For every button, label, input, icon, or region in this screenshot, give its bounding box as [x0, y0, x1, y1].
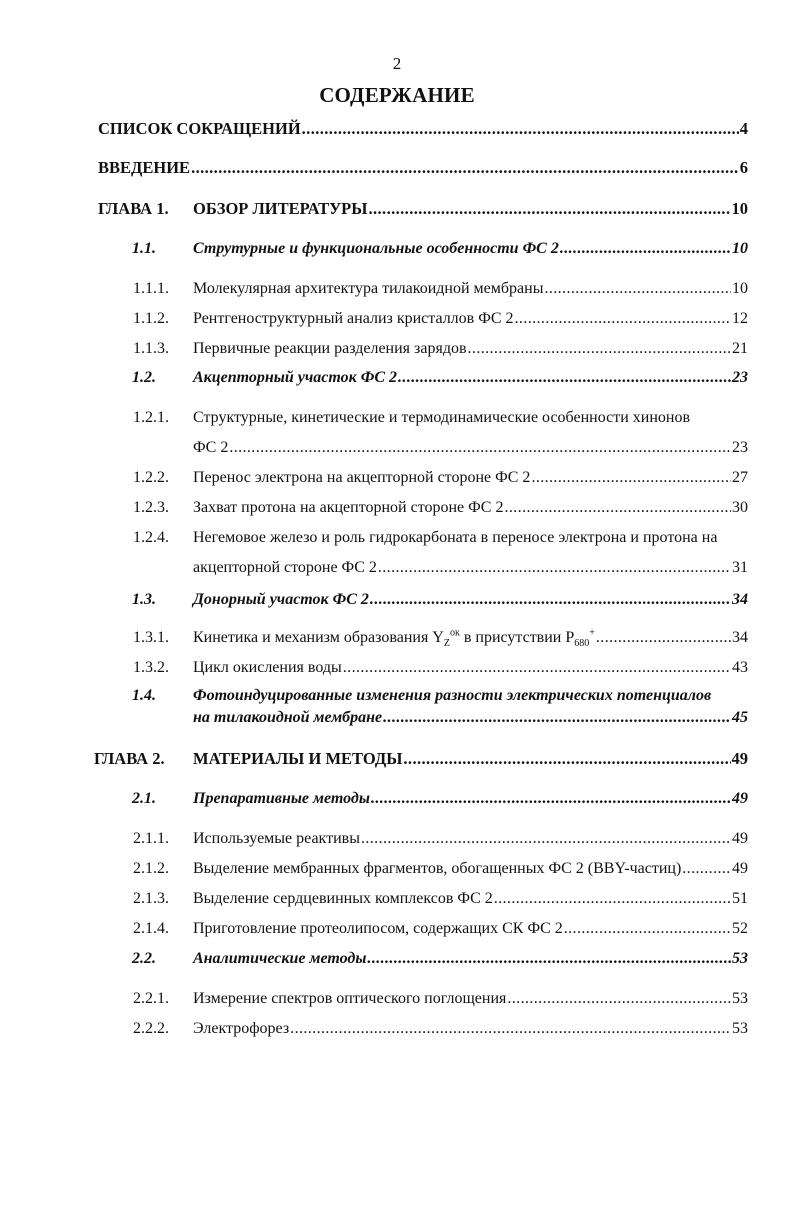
toc-page-number: 10	[732, 280, 748, 297]
toc-entry-number: 1.4.	[132, 687, 156, 704]
leader-dots	[367, 949, 731, 969]
toc-entry-number: 1.1.	[132, 240, 156, 257]
toc-page-number: 23	[732, 439, 748, 456]
toc-page-number: 49	[732, 790, 748, 807]
toc-page-number: 4	[739, 119, 748, 138]
leader-dots	[494, 889, 731, 909]
leader-dots	[504, 498, 731, 518]
leader-dots	[378, 558, 731, 578]
toc-entry-number: 2.1.4.	[133, 920, 169, 937]
toc-entry-label: Первичные реакции разделения зарядов	[193, 340, 467, 357]
toc-page-number: 10	[731, 199, 748, 218]
toc-entry-label: Акцепторный участок ФС 2	[193, 369, 398, 386]
toc-page-number: 51	[732, 890, 748, 907]
toc-entry-number: 2.1.	[132, 790, 156, 807]
toc-entry-label: Молекулярная архитектура тилакоидной мембраны	[193, 280, 544, 297]
leader-dots	[302, 119, 739, 139]
toc-page-number: 31	[732, 559, 748, 576]
toc-page-number: 21	[732, 340, 748, 357]
toc-entry-label: Выделение сердцевинных комплексов ФС 2	[193, 890, 493, 907]
toc-entry-number: 1.3.1.	[133, 629, 169, 646]
toc-page-number: 30	[732, 499, 748, 516]
toc-entry-label-line1: Фотоиндуцированные изменения разности электрических потенциалов	[193, 687, 712, 704]
toc-entry-label: акцепторной стороне ФС 2	[193, 559, 377, 576]
toc-entry-label: МАТЕРИАЛЫ И МЕТОДЫ	[193, 749, 403, 768]
toc-entry-number: 2.1.3.	[133, 890, 169, 907]
toc-entry-label: Цикл окисления воды	[193, 659, 342, 676]
toc-entry-label: ОБЗОР ЛИТЕРАТУРЫ	[193, 199, 368, 218]
toc-entry-number: ГЛАВА 1.	[98, 199, 169, 218]
toc-page-number: 53	[732, 990, 748, 1007]
toc-entry-number: 1.1.1.	[133, 280, 169, 297]
toc-entry-label: Препаративные методы	[193, 790, 370, 807]
page-title: СОДЕРЖАНИЕ	[319, 83, 475, 107]
toc-entry-label: ФС 2	[193, 439, 229, 456]
toc-entry-label: Перенос электрона на акцепторной стороне ФС 2	[193, 469, 531, 486]
leader-dots	[560, 239, 731, 259]
leader-dots	[371, 789, 731, 809]
toc-entry-label: ВВЕДЕНИЕ	[98, 158, 191, 177]
leader-dots	[370, 590, 731, 610]
toc-entry-label: Донорный участок ФС 2	[193, 591, 369, 608]
toc-page-number: 43	[732, 659, 748, 676]
toc-entry-number: 1.2.3.	[133, 499, 169, 516]
toc-page-number: 49	[731, 749, 748, 768]
toc-entry-label: СПИСОК СОКРАЩЕНИЙ	[98, 119, 301, 138]
toc-entry-number: 2.2.2.	[133, 1020, 169, 1037]
leader-dots	[403, 749, 730, 769]
subscript-680: 680	[574, 638, 590, 650]
toc-page-number: 34	[732, 591, 748, 608]
toc-entry-label: Измерение спектров оптического поглощения	[193, 990, 507, 1007]
toc-entry-label: Струтурные и функциональные особенности ФС 2	[193, 240, 559, 257]
leader-dots	[544, 279, 731, 299]
toc-entry-number: 2.2.1.	[133, 990, 169, 1007]
leader-dots	[361, 829, 731, 849]
leader-dots	[229, 438, 731, 458]
leader-dots	[398, 368, 731, 388]
toc-entry-label-line1: Негемовое железо и роль гидрокарбоната в переносе электрона и протона на	[193, 529, 718, 546]
leader-dots	[531, 468, 731, 488]
leader-dots	[368, 199, 730, 219]
toc-page-number: 12	[732, 310, 748, 327]
leader-dots	[468, 339, 731, 359]
toc-entry-label: Аналитические методы	[193, 950, 367, 967]
toc-entry-number: ГЛАВА 2.	[94, 749, 165, 768]
toc-page-number: 49	[732, 860, 748, 877]
leader-dots	[682, 859, 731, 879]
leader-dots	[507, 989, 731, 1009]
toc-entry-1-4[interactable]	[0, 686, 794, 730]
label-part: в присутствии P	[459, 629, 575, 646]
toc-entry-label: Электрофорез	[193, 1020, 290, 1037]
toc-entry-number: 1.2.4.	[133, 529, 169, 546]
toc-entry-number: 1.1.3.	[133, 340, 169, 357]
toc-entry-label: на тилакоидной мембране	[193, 709, 383, 726]
toc-entry-number: 1.1.2.	[133, 310, 169, 327]
toc-page-number: 6	[739, 158, 748, 177]
leader-dots	[290, 1019, 731, 1039]
toc-entry-1-2-4[interactable]	[0, 528, 794, 578]
toc-entry-label	[193, 628, 595, 648]
toc-entry-label: Захват протона на акцепторной стороне ФС 2	[193, 499, 504, 516]
toc-entry-number: 2.2.	[132, 950, 156, 967]
toc-page-number: 23	[732, 369, 748, 386]
page-number: 2	[392, 54, 402, 73]
toc-entry-label: Рентгеноструктурный анализ кристаллов ФС 2	[193, 310, 514, 327]
leader-dots	[596, 628, 731, 648]
toc-page-number: 45	[732, 709, 748, 726]
toc-page-number: 53	[732, 950, 748, 967]
toc-page-number: 34	[732, 629, 748, 646]
leader-dots	[564, 919, 731, 939]
toc-entry-label: Используемые реактивы	[193, 830, 360, 847]
label-part: Кинетика и механизм образования Y	[193, 629, 444, 646]
toc-entry-number: 1.2.1.	[133, 409, 169, 426]
leader-dots	[191, 158, 739, 178]
toc-page-number: 49	[732, 830, 748, 847]
toc-page-number: 27	[732, 469, 748, 486]
leader-dots	[343, 658, 731, 678]
subscript-z: Z	[443, 638, 450, 650]
toc-entry-number: 1.3.	[132, 591, 156, 608]
toc-entry-number: 1.2.2.	[133, 469, 169, 486]
toc-page-number: 52	[732, 920, 748, 937]
toc-entry-label-line1: Структурные, кинетические и термодинамические особенности хинонов	[193, 409, 691, 426]
toc-page-number: 53	[732, 1020, 748, 1037]
toc-page-number: 10	[732, 240, 748, 257]
toc-entry-number: 2.1.1.	[133, 830, 169, 847]
leader-dots	[515, 309, 731, 329]
toc-entry-label: Приготовление протеолипосом, содержащих СК ФС 2	[193, 920, 563, 937]
toc-entry-number: 1.2.	[132, 369, 156, 386]
toc-entry-label: Выделение мембранных фрагментов, обогащенных ФС 2 (BBY-частиц)	[193, 860, 682, 877]
leader-dots	[383, 708, 731, 728]
superscript-ok: ок	[449, 627, 460, 639]
toc-entry-number: 2.1.2.	[133, 860, 169, 877]
toc-entry-number: 1.3.2.	[133, 659, 169, 676]
superscript-plus: +	[589, 627, 595, 639]
toc-entry-1-2-1[interactable]	[0, 408, 794, 458]
